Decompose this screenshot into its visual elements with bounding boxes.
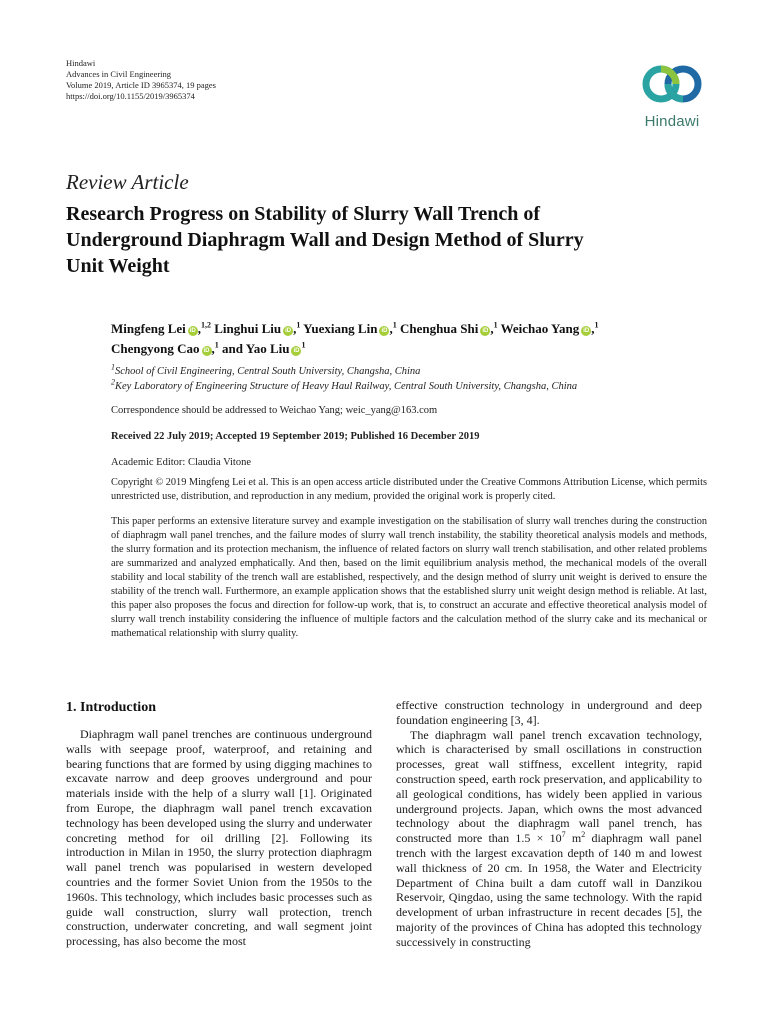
- affiliation-text: School of Civil Engineering, Central South University, Changsha, China: [115, 366, 421, 377]
- paragraph-text: diaphragm wall panel trench with the largest excavation depth of 140 m and lowest wall thickness of 20 cm. In 1958, the Water and Electricity Department of China built a dam cutoff wall in Danzikou Reservoir, Qingdao, using the same technology. With the rapid development of urban infrastructure in recent decades [5], the majority of the provinces of China has adopted this technology successively in constructing: [396, 831, 702, 949]
- doi-link[interactable]: https://doi.org/10.1155/2019/3965374: [66, 91, 195, 101]
- article-title: [66, 201, 706, 279]
- body-column-left: [66, 727, 372, 949]
- author-list: Mingfeng Lei iD ,$^{1,2}$ Linghui Liu iD ,$^1$ Yuexiang Lin iD ,$^1$ Chenghua Shi iD ,$^1$ Weichao Yang iD ,$^1$ Chengyong Cao iD ,$^1$ and Yao Liu $iD^1$: [111, 320, 599, 356]
- body-paragraph: Diaphragm wall panel trenches are continuous underground walls with seepage proof, waterproof, and retaining and bearing functions that are formed by using digging machines to excavate narrow and deep grooves underground and pour materials inside with the help of a slurry wall [1]. Originated from Europe, the diaphragm wall panel trench excavation technology has been developed using the slurry and underwater concreting method for oil drilling [2]. Following its introduction in Milan in 1950, the slurry protection diaphragm wall panel trench was popularised in western developed countries and the former Soviet Union from the 1950s to the 1960s. This technology, which includes basic processes such as guide wall construction, slurry wall protection, trench construction, underwater concreting, and wall segment joint processing, has also become the most: [66, 727, 372, 949]
- journal-header: [66, 58, 216, 102]
- orcid-icon[interactable]: iD: [381, 328, 388, 334]
- author-name[interactable]: Weichao Yang: [500, 321, 580, 336]
- author-affiliation: 1: [214, 340, 219, 350]
- body-paragraph: effective construction technology in underground and deep foundation engineering [3, 4].: [396, 698, 702, 727]
- volume-info: Volume 2019, Article ID 3965374, 19 pages: [66, 80, 216, 90]
- author-name[interactable]: Chengyong Cao: [111, 341, 200, 356]
- author-name[interactable]: Chenghua Shi: [399, 321, 479, 336]
- superscript: 2: [581, 830, 586, 840]
- copyright-notice: Copyright © 2019 Mingfeng Lei et al. This is an open access article distributed under the Creative Commons Attribution License, which permits unrestricted use, distribution, and reproduction in any medium, provided the original work is properly cited.: [111, 477, 707, 502]
- author-name[interactable]: Mingfeng Lei: [111, 321, 186, 336]
- author-name[interactable]: Linghui Liu: [214, 321, 282, 336]
- section-heading: 1. Introduction: [66, 700, 156, 715]
- author-affiliation: 1: [296, 320, 301, 330]
- abstract-text: This paper performs an extensive literature survey and example investigation on the stabilisation of slurry wall trenches during the construction of diaphragm wall panel trenches, and the failure modes of slurry wall trench instability, the stability theoretical analysis models and methods, the slurry formation and its protection mechanism, the influence of related factors on slurry wall trench stabilisation, and other related problems are summarized and analyzed emphatically. And then, based on the limit equilibrium analysis method, the mechanical models of the overall stability and local stability of the trench wall are established, respectively, and the design method of slurry unit weight is derived to ensure the stability of the trench wall. Furthermore, an example application shows that the established slurry unit weight design method is reliable. At last, this paper also proposes the focus and direction for follow-up work, that is, to construct an accurate and effective theoretical analysis model of slurry wall trench instability considering the influence of multiple factors and the calculation method of the slurry cake and its mechanical or mathematical relationship with slurry quality.: [111, 516, 707, 640]
- author-name[interactable]: Yuexiang Lin: [303, 321, 378, 336]
- author-affiliation: 1: [594, 320, 599, 330]
- and-word: and: [222, 341, 243, 356]
- author-affiliation: 1,2: [201, 320, 211, 330]
- orcid-icon[interactable]: iD: [293, 348, 300, 354]
- correspondence-line: Correspondence should be addressed to Weichao Yang; weic_yang@163.com: [111, 405, 438, 416]
- affiliation-number: 1: [111, 362, 115, 372]
- publication-dates: Received 22 July 2019; Accepted 19 September 2019; Published 16 December 2019: [111, 431, 480, 442]
- orcid-icon[interactable]: iD: [285, 328, 292, 334]
- publisher-name: Hindawi: [66, 58, 96, 68]
- academic-editor: Academic Editor: Claudia Vitone: [111, 457, 252, 468]
- journal-name: Advances in Civil Engineering: [66, 69, 172, 79]
- paragraph-text: m: [565, 831, 582, 846]
- paragraph-text: The diaphragm wall panel trench excavation technology, which is characterised by small oscillations in construction processes, great wall stiffness, excellent integrity, rapid construction speed, earth rock preservation, and applicability to all geological conditions, has widely been applied in various underground projects. Japan, which owns the most advanced technology about the diaphragm wall panel trench, has constructed more than 1.5 × 10: [396, 727, 702, 846]
- title-line: Research Progress on Stability of Slurry Wall Trench of: [66, 203, 541, 225]
- hindawi-logo-text: Hindawi: [644, 113, 700, 130]
- orcid-icon[interactable]: iD: [482, 328, 489, 334]
- author-affiliation: 1: [301, 340, 306, 350]
- hindawi-logo: [636, 60, 708, 130]
- author-affiliation: 1: [493, 320, 498, 330]
- orcid-icon[interactable]: iD: [583, 328, 590, 334]
- affiliation-list: [111, 364, 711, 394]
- superscript: 7: [561, 830, 566, 840]
- hindawi-logo-icon: [639, 60, 705, 110]
- orcid-icon[interactable]: iD: [203, 348, 210, 354]
- affiliation-text: Key Laboratory of Engineering Structure of Heavy Haul Railway, Central South University, Changsha, China: [115, 381, 578, 392]
- body-column-right: [396, 698, 702, 950]
- affiliation-number: 2: [111, 377, 115, 387]
- body-paragraph: [396, 728, 702, 950]
- article-type: Review Article: [66, 170, 189, 194]
- author-affiliation: 1: [392, 320, 397, 330]
- affiliation-item: [111, 379, 711, 394]
- author-name[interactable]: Yao Liu: [245, 341, 290, 356]
- orcid-icon[interactable]: iD: [189, 328, 196, 334]
- affiliation-item: [111, 364, 711, 379]
- title-line: Unit Weight: [66, 255, 170, 277]
- title-line: Underground Diaphragm Wall and Design Method of Slurry: [66, 229, 584, 251]
